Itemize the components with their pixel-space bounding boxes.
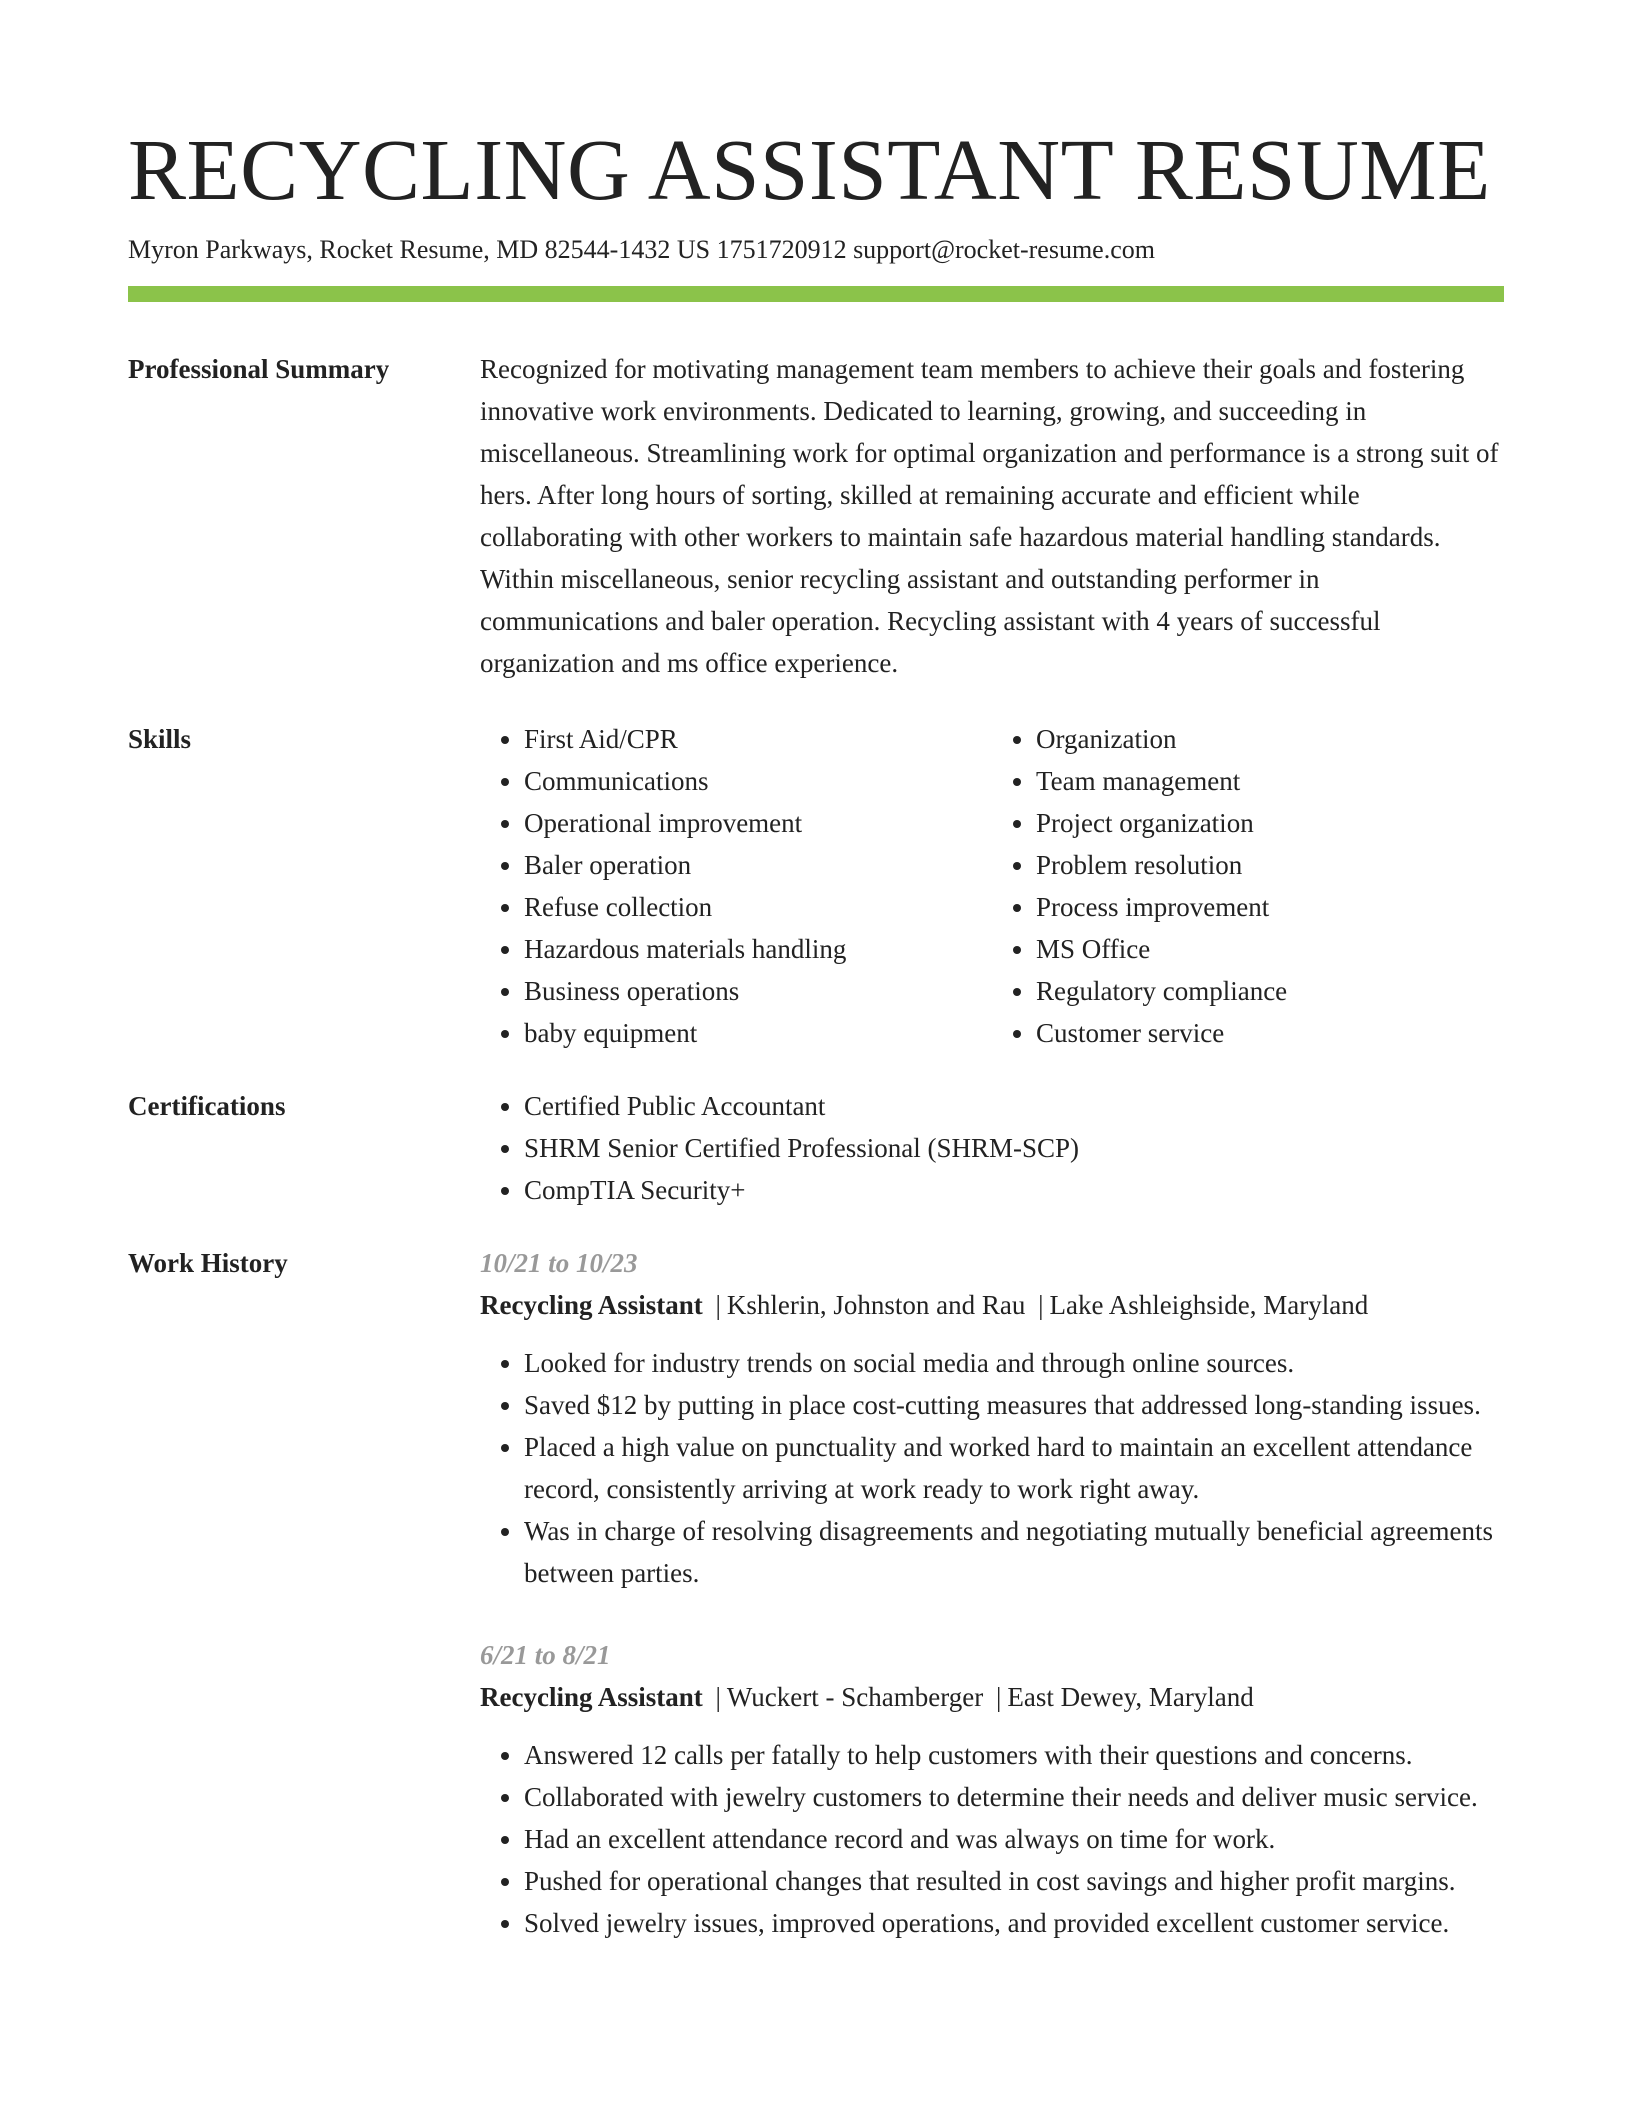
section-body xyxy=(480,718,1504,1054)
skill-item: • Regulatory compliance xyxy=(1036,970,1504,1012)
separator: | xyxy=(715,1290,721,1320)
job-location: Lake Ashleighside, Maryland xyxy=(1049,1290,1369,1320)
job-bullets xyxy=(480,1734,1504,1944)
header-divider xyxy=(128,286,1504,302)
section-body xyxy=(480,1085,1504,1211)
skill-item: • Project organization xyxy=(1036,802,1504,844)
job-location: East Dewey, Maryland xyxy=(1007,1682,1254,1712)
skill-item: • First Aid/CPR xyxy=(524,718,992,760)
job-title: Recycling Assistant xyxy=(480,1682,703,1712)
skill-item: • Customer service xyxy=(1036,1012,1504,1054)
section-professional-summary xyxy=(128,348,1504,684)
job-bullet: • Collaborated with jewelry customers to determine their needs and deliver music service. xyxy=(524,1776,1504,1818)
section-certifications xyxy=(128,1085,1504,1211)
job-bullet: • Saved $12 by putting in place cost-cutting measures that addressed long-standing issues. xyxy=(524,1384,1504,1426)
skill-item: • MS Office xyxy=(1036,928,1504,970)
skill-item: • Operational improvement xyxy=(524,802,992,844)
job-bullets xyxy=(480,1342,1504,1594)
job-title-line xyxy=(480,1284,1504,1326)
resume-title: RECYCLING ASSISTANT RESUME xyxy=(128,121,1491,218)
section-work-history xyxy=(128,1242,1504,1944)
separator: | xyxy=(1038,1290,1044,1320)
skill-item: • Business operations xyxy=(524,970,992,1012)
certification-item: • CompTIA Security+ xyxy=(524,1169,1504,1211)
job-bullet: • Was in charge of resolving disagreements and negotiating mutually beneficial agreements between parties. xyxy=(524,1510,1504,1594)
skill-item: • Refuse collection xyxy=(524,886,992,928)
job-dates: 10/21 to 10/23 xyxy=(480,1248,638,1278)
job-title-line xyxy=(480,1676,1504,1718)
job-bullet: • Pushed for operational changes that resulted in cost savings and higher profit margins. xyxy=(524,1860,1504,1902)
certification-item: • Certified Public Accountant xyxy=(524,1085,1504,1127)
certifications-list xyxy=(480,1085,1504,1211)
job-dates: 6/21 to 8/21 xyxy=(480,1640,611,1670)
skills-column-1 xyxy=(480,718,992,1054)
skill-item: • Problem resolution xyxy=(1036,844,1504,886)
separator: | xyxy=(995,1682,1002,1712)
skill-item: • Organization xyxy=(1036,718,1504,760)
job-company: Wuckert - Schamberger xyxy=(726,1682,984,1712)
certification-item: • SHRM Senior Certified Professional (SHRM-SCP) xyxy=(524,1127,1504,1169)
job-entry xyxy=(480,1634,1504,1944)
section-skills xyxy=(128,718,1504,1054)
section-body xyxy=(480,348,1504,684)
job-bullet: • Placed a high value on punctuality and worked hard to maintain an excellent attendance record, consistently arriving at work ready to work right away. xyxy=(524,1426,1504,1510)
skills-column-2 xyxy=(992,718,1504,1054)
skill-item: • Baler operation xyxy=(524,844,992,886)
contact-line: Myron Parkways, Rocket Resume, MD 82544-1432 US 1751720912 support@rocket-resume.com xyxy=(128,235,1155,264)
section-label: Skills xyxy=(128,724,192,754)
job-bullet: • Looked for industry trends on social media and through online sources. xyxy=(524,1342,1504,1384)
section-label: Certifications xyxy=(128,1091,286,1121)
separator: | xyxy=(715,1682,721,1712)
skill-item: • Hazardous materials handling xyxy=(524,928,992,970)
section-label: Work History xyxy=(128,1248,288,1278)
job-bullet: • Answered 12 calls per fatally to help customers with their questions and concerns. xyxy=(524,1734,1504,1776)
job-bullet: • Had an excellent attendance record and was always on time for work. xyxy=(524,1818,1504,1860)
skill-item: • Team management xyxy=(1036,760,1504,802)
skill-item: • baby equipment xyxy=(524,1012,992,1054)
job-title: Recycling Assistant xyxy=(480,1290,703,1320)
section-body xyxy=(480,1242,1504,1944)
skill-item: • Process improvement xyxy=(1036,886,1504,928)
skill-item: • Communications xyxy=(524,760,992,802)
job-bullet: • Solved jewelry issues, improved operations, and provided excellent customer service. xyxy=(524,1902,1504,1944)
job-entry xyxy=(480,1242,1504,1594)
skills-grid xyxy=(480,718,1504,1054)
summary-text: Recognized for motivating management team members to achieve their goals and fostering innovative work environments. Dedicated to learning, growing, and succeeding in miscellaneous. Streamlining work for optimal organization and performance is a strong suit of hers. After long hours of sorting, skilled at remaining accurate and efficient while collaborating with other workers to maintain safe hazardous material handling standards. Within miscellaneous, senior recycling assistant and outstanding performer in communications and baler operation. Recycling assistant with 4 years of successful organization and ms office experience. xyxy=(480,354,1499,678)
job-company: Kshlerin, Johnston and Rau xyxy=(726,1290,1026,1320)
section-label: Professional Summary xyxy=(128,354,390,384)
